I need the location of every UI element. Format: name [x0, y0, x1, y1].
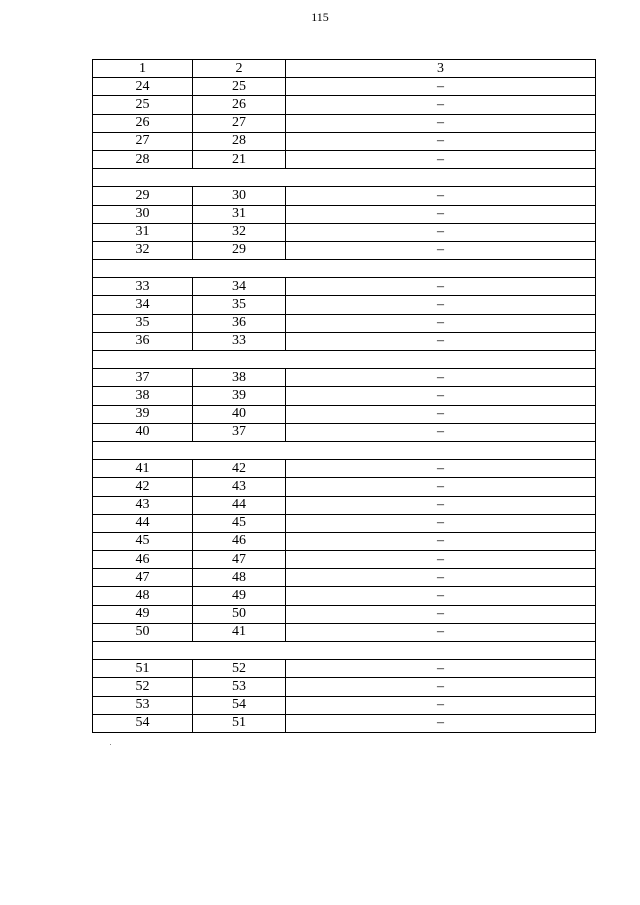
table-row — [93, 678, 596, 696]
table-cell-col-1: 29 — [93, 187, 193, 205]
table-cell-col-1: 42 — [93, 478, 193, 496]
table-cell-col-2: 35 — [193, 296, 286, 314]
column-header: 3 — [286, 60, 596, 78]
table-cell-col-1: 45 — [93, 532, 193, 550]
table-cell-col-3: – — [286, 714, 596, 732]
table-cell-col-3: – — [286, 96, 596, 114]
separator-cell — [93, 169, 596, 187]
table-row — [93, 241, 596, 259]
page-number: 115 — [311, 10, 329, 24]
table-header-row — [93, 60, 596, 78]
table-row — [93, 460, 596, 478]
table-cell-col-3: – — [286, 514, 596, 532]
table-row — [93, 150, 596, 168]
table-body — [93, 78, 596, 733]
table-cell-col-3: – — [286, 387, 596, 405]
table-cell-col-2: 43 — [193, 478, 286, 496]
table-cell-col-3: – — [286, 132, 596, 150]
table-cell-col-1: 52 — [93, 678, 193, 696]
table-cell-col-2: 29 — [193, 241, 286, 259]
table-cell-col-2: 32 — [193, 223, 286, 241]
table-row — [93, 387, 596, 405]
table-cell-col-3: – — [286, 569, 596, 587]
table-cell-col-3: – — [286, 496, 596, 514]
table-cell-col-1: 27 — [93, 132, 193, 150]
table-cell-col-1: 26 — [93, 114, 193, 132]
table-row — [93, 405, 596, 423]
table-cell-col-1: 30 — [93, 205, 193, 223]
table-cell-col-3: – — [286, 241, 596, 259]
table-row — [93, 423, 596, 441]
table-cell-col-1: 46 — [93, 551, 193, 569]
table-cell-col-3: – — [286, 460, 596, 478]
table-cell-col-2: 45 — [193, 514, 286, 532]
table-cell-col-1: 38 — [93, 387, 193, 405]
table-cell-col-2: 49 — [193, 587, 286, 605]
table-cell-col-2: 44 — [193, 496, 286, 514]
table-cell-col-1: 34 — [93, 296, 193, 314]
table-row — [93, 605, 596, 623]
table-cell-col-2: 37 — [193, 423, 286, 441]
table-cell-col-1: 51 — [93, 660, 193, 678]
table-cell-col-1: 24 — [93, 78, 193, 96]
table-cell-col-2: 27 — [193, 114, 286, 132]
table-cell-col-2: 51 — [193, 714, 286, 732]
table-cell-col-2: 50 — [193, 605, 286, 623]
table-cell-col-3: – — [286, 623, 596, 641]
table-cell-col-1: 32 — [93, 241, 193, 259]
table-row — [93, 332, 596, 350]
table-row — [93, 96, 596, 114]
table-cell-col-3: – — [286, 678, 596, 696]
data-table — [92, 59, 596, 733]
table-cell-col-2: 42 — [193, 460, 286, 478]
table-row — [93, 278, 596, 296]
table-cell-col-3: – — [286, 114, 596, 132]
group-separator-row — [93, 169, 596, 187]
separator-cell — [93, 260, 596, 278]
table-row — [93, 514, 596, 532]
table-cell-col-2: 38 — [193, 369, 286, 387]
table-cell-col-2: 33 — [193, 332, 286, 350]
table-cell-col-3: – — [286, 478, 596, 496]
table-cell-col-3: – — [286, 223, 596, 241]
table-cell-col-1: 35 — [93, 314, 193, 332]
scan-speck — [110, 744, 111, 745]
table-row — [93, 187, 596, 205]
table-cell-col-3: – — [286, 278, 596, 296]
group-separator-row — [93, 642, 596, 660]
table-cell-col-2: 47 — [193, 551, 286, 569]
table-cell-col-2: 39 — [193, 387, 286, 405]
table-row — [93, 223, 596, 241]
group-separator-row — [93, 260, 596, 278]
table-row — [93, 532, 596, 550]
separator-cell — [93, 441, 596, 459]
table-cell-col-2: 41 — [193, 623, 286, 641]
table-cell-col-3: – — [286, 314, 596, 332]
table-cell-col-1: 40 — [93, 423, 193, 441]
separator-cell — [93, 642, 596, 660]
table-cell-col-1: 48 — [93, 587, 193, 605]
table-cell-col-3: – — [286, 296, 596, 314]
table-row — [93, 696, 596, 714]
table-cell-col-3: – — [286, 78, 596, 96]
table-cell-col-2: 21 — [193, 150, 286, 168]
column-header: 2 — [193, 60, 286, 78]
table-row — [93, 132, 596, 150]
table-row — [93, 587, 596, 605]
table-cell-col-2: 54 — [193, 696, 286, 714]
table-row — [93, 623, 596, 641]
table-cell-col-3: – — [286, 423, 596, 441]
table-cell-col-2: 46 — [193, 532, 286, 550]
table-cell-col-1: 31 — [93, 223, 193, 241]
table-cell-col-1: 28 — [93, 150, 193, 168]
table-cell-col-3: – — [286, 405, 596, 423]
table-cell-col-1: 54 — [93, 714, 193, 732]
table-cell-col-2: 30 — [193, 187, 286, 205]
table-cell-col-2: 52 — [193, 660, 286, 678]
table-cell-col-3: – — [286, 660, 596, 678]
table-cell-col-3: – — [286, 532, 596, 550]
table-cell-col-2: 34 — [193, 278, 286, 296]
table-cell-col-1: 49 — [93, 605, 193, 623]
table-row — [93, 478, 596, 496]
table-cell-col-3: – — [286, 605, 596, 623]
table-cell-col-2: 40 — [193, 405, 286, 423]
table-row — [93, 551, 596, 569]
group-separator-row — [93, 441, 596, 459]
table-cell-col-1: 36 — [93, 332, 193, 350]
table-cell-col-1: 44 — [93, 514, 193, 532]
table-row — [93, 496, 596, 514]
table-cell-col-1: 41 — [93, 460, 193, 478]
table-row — [93, 314, 596, 332]
table-cell-col-3: – — [286, 187, 596, 205]
group-separator-row — [93, 351, 596, 369]
table-cell-col-1: 33 — [93, 278, 193, 296]
table-cell-col-1: 37 — [93, 369, 193, 387]
table-cell-col-1: 25 — [93, 96, 193, 114]
table-cell-col-2: 53 — [193, 678, 286, 696]
table-cell-col-2: 26 — [193, 96, 286, 114]
table-cell-col-2: 25 — [193, 78, 286, 96]
table-cell-col-3: – — [286, 551, 596, 569]
table-cell-col-3: – — [286, 332, 596, 350]
table-cell-col-3: – — [286, 369, 596, 387]
table-cell-col-1: 43 — [93, 496, 193, 514]
table-row — [93, 205, 596, 223]
separator-cell — [93, 351, 596, 369]
table-row — [93, 78, 596, 96]
table-row — [93, 660, 596, 678]
column-header: 1 — [93, 60, 193, 78]
table-cell-col-1: 50 — [93, 623, 193, 641]
table-row — [93, 714, 596, 732]
table-row — [93, 114, 596, 132]
table-cell-col-1: 47 — [93, 569, 193, 587]
table-cell-col-2: 28 — [193, 132, 286, 150]
table-cell-col-1: 39 — [93, 405, 193, 423]
table-cell-col-3: – — [286, 696, 596, 714]
table-cell-col-2: 31 — [193, 205, 286, 223]
table-row — [93, 296, 596, 314]
table-cell-col-2: 48 — [193, 569, 286, 587]
table-cell-col-2: 36 — [193, 314, 286, 332]
table-cell-col-3: – — [286, 587, 596, 605]
table-row — [93, 369, 596, 387]
table-cell-col-1: 53 — [93, 696, 193, 714]
table-cell-col-3: – — [286, 150, 596, 168]
table-row — [93, 569, 596, 587]
table-cell-col-3: – — [286, 205, 596, 223]
